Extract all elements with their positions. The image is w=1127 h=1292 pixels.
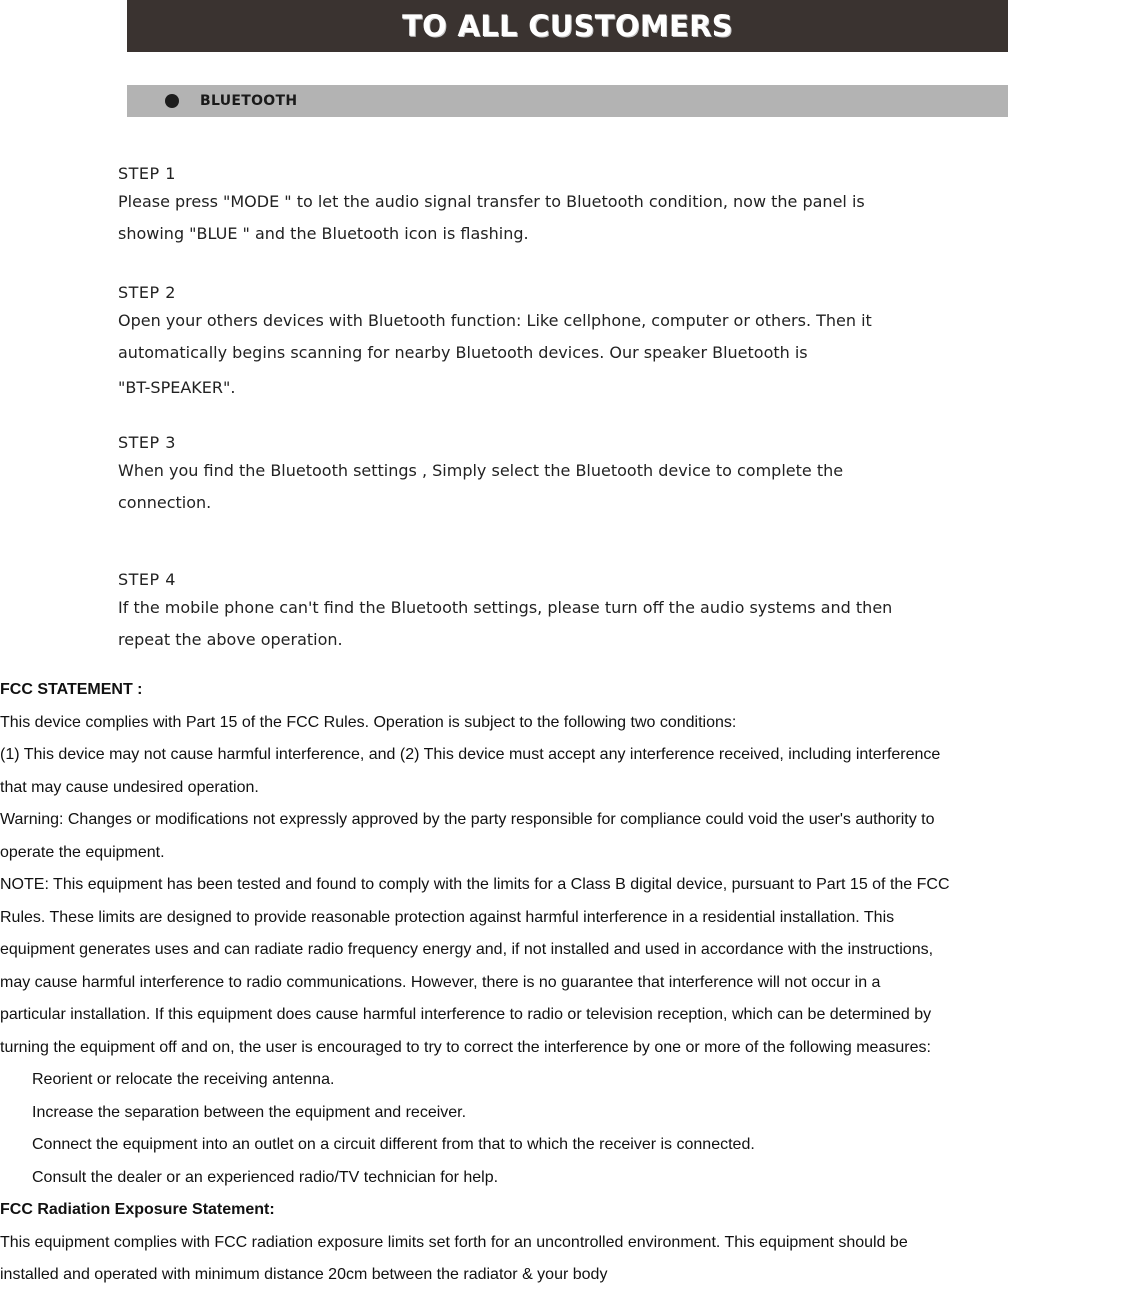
step-2 [118, 281, 1018, 407]
fcc-measure-item: Reorient or relocate the receiving antenna. [32, 1071, 335, 1088]
fcc-measure-item: Connect the equipment into an outlet on a circuit different from that to which the receiver is connected. [32, 1136, 755, 1153]
fcc-paragraph-line: NOTE: This equipment has been tested and found to comply with the limits for a Class B digital device, pursuant to Part 15 of the FCC [0, 876, 950, 893]
step-text-line: "BT-SPEAKER". [118, 378, 236, 397]
step-title: STEP 2 [118, 283, 176, 302]
step-text-line: If the mobile phone can't find the Bluetooth settings, please turn off the audio systems and then [118, 598, 893, 617]
step-4 [118, 568, 1018, 656]
step-text-line: repeat the above operation. [118, 630, 343, 649]
step-1 [118, 162, 1018, 250]
step-text-line: showing "BLUE " and the Bluetooth icon is flashing. [118, 224, 529, 243]
step-title: STEP 4 [118, 570, 176, 589]
fcc-paragraph-line: may cause harmful interference to radio communications. However, there is no guarantee that interference will not occur in a [0, 973, 881, 991]
step-text-line: Please press "MODE " to let the audio signal transfer to Bluetooth condition, now the panel is [118, 192, 865, 211]
fcc-paragraph-line: This device complies with Part 15 of the FCC Rules. Operation is subject to the following two conditions: [0, 713, 737, 731]
fcc-paragraph-line: Rules. These limits are designed to provide reasonable protection against harmful interference in a residential installation. This [0, 908, 895, 926]
step-title: STEP 1 [118, 164, 176, 183]
section-header-bluetooth [127, 85, 1008, 117]
step-text-line: Open your others devices with Bluetooth function: Like cellphone, computer or others. Then it [118, 311, 872, 330]
fcc-heading: FCC STATEMENT : [0, 681, 143, 698]
step-title: STEP 3 [118, 433, 176, 452]
step-text-line: When you find the Bluetooth settings , Simply select the Bluetooth device to complete the [118, 461, 844, 480]
fcc-statement [0, 674, 1127, 1292]
fcc-measure-item: Consult the dealer or an experienced radio/TV technician for help. [32, 1168, 499, 1186]
fcc-paragraph-line: particular installation. If this equipment does cause harmful interference to radio or television reception, which can be determined by [0, 1006, 932, 1023]
title-banner [127, 0, 1008, 52]
fcc-measure-item: Increase the separation between the equipment and receiver. [32, 1103, 467, 1121]
page-title: TO ALL CUSTOMERS [402, 9, 733, 43]
fcc-radiation-heading: FCC Radiation Exposure Statement: [0, 1201, 275, 1218]
step-3 [118, 431, 1018, 519]
bullet-icon [165, 94, 179, 108]
step-text-line: connection. [118, 493, 212, 512]
fcc-paragraph-line: turning the equipment off and on, the user is encouraged to try to correct the interference by one or more of the following measures: [0, 1038, 931, 1056]
section-title: BLUETOOTH [200, 93, 298, 109]
fcc-paragraph-line: Warning: Changes or modifications not expressly approved by the party responsible for compliance could void the user's authority to [0, 811, 935, 828]
fcc-radiation-line: This equipment complies with FCC radiation exposure limits set forth for an uncontrolled environment. This equipment should be [0, 1233, 908, 1251]
fcc-paragraph-line: (1) This device may not cause harmful interference, and (2) This device must accept any interference received, including interference [0, 746, 941, 763]
fcc-paragraph-line: that may cause undesired operation. [0, 778, 259, 796]
fcc-radiation-line: installed and operated with minimum distance 20cm between the radiator & your body [0, 1266, 608, 1283]
fcc-paragraph-line: equipment generates uses and can radiate radio frequency energy and, if not installed and used in accordance with the instructions, [0, 941, 934, 958]
step-text-line: automatically begins scanning for nearby Bluetooth devices. Our speaker Bluetooth is [118, 343, 808, 362]
fcc-paragraph-line: operate the equipment. [0, 843, 165, 861]
